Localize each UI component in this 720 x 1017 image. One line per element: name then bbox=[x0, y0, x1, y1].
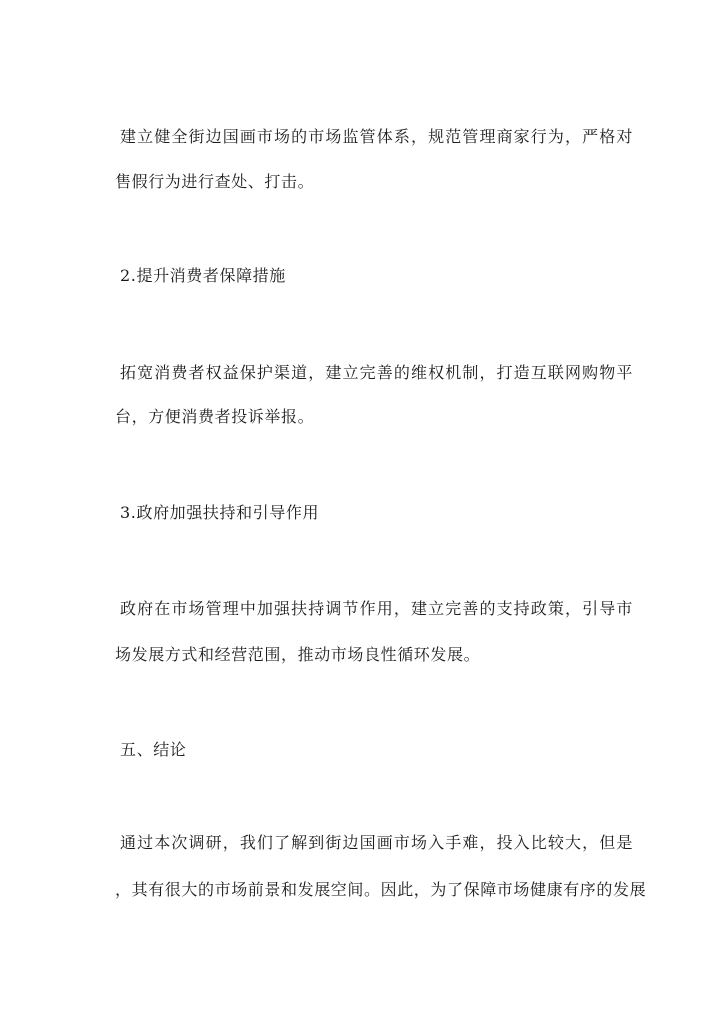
paragraph-4-line-2: ，其有很大的市场前景和发展空间。因此，为了保障市场健康有序的发展 bbox=[115, 880, 647, 899]
paragraph-3-line-2: 场发展方式和经营范围，推动市场良性循环发展。 bbox=[115, 645, 481, 664]
paragraph-1-line-1: 建立健全街边国画市场的市场监管体系，规范管理商家行为，严格对 bbox=[120, 127, 633, 146]
paragraph-4-line-1: 通过本次调研，我们了解到街边国画市场入手难，投入比较大，但是 bbox=[120, 833, 633, 852]
paragraph-2-line-2: 台，方便消费者投诉举报。 bbox=[115, 407, 315, 426]
paragraph-2-line-1: 拓宽消费者权益保护渠道，建立完善的维权机制，打造互联网购物平 bbox=[120, 363, 633, 382]
paragraph-3-line-1: 政府在市场管理中加强扶持调节作用，建立完善的支持政策，引导市 bbox=[120, 599, 633, 618]
section-heading-3: 3.政府加强扶持和引导作用 bbox=[120, 503, 320, 522]
paragraph-1-line-2: 售假行为进行查处、打击。 bbox=[115, 172, 315, 191]
section-heading-2: 2.提升消费者保障措施 bbox=[120, 266, 286, 285]
section-heading-conclusion: 五、结论 bbox=[120, 740, 187, 759]
